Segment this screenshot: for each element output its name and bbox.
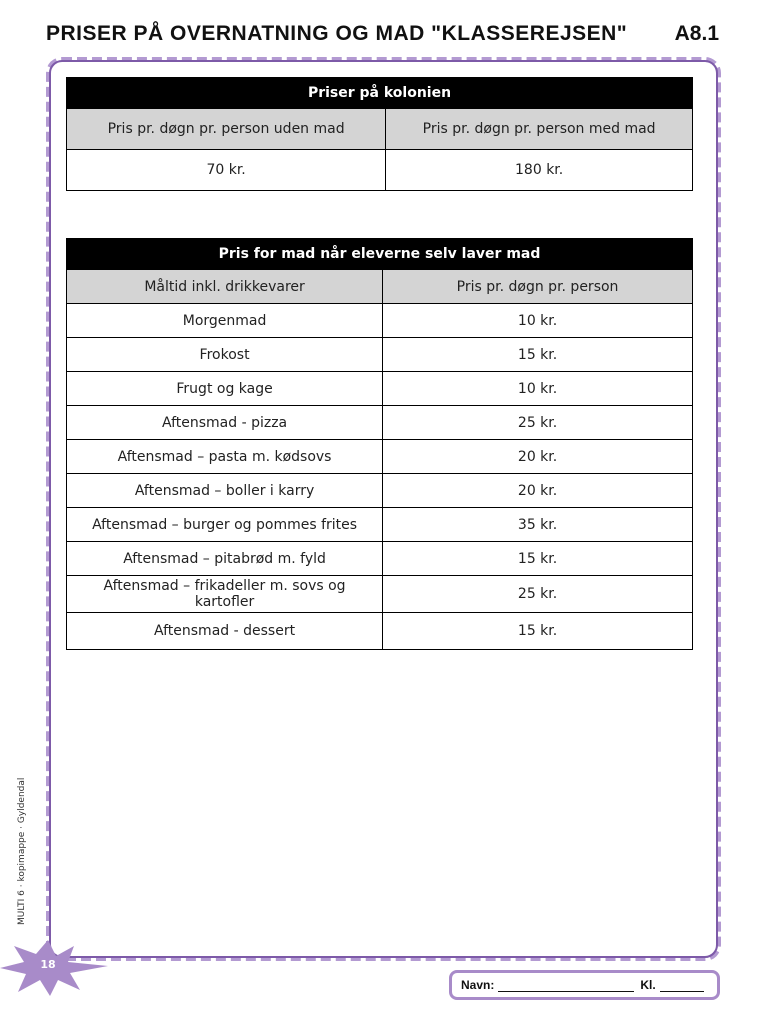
column-header: Pris pr. døgn pr. person med mad xyxy=(386,109,693,150)
table-row xyxy=(67,304,693,338)
page-number: 18 xyxy=(40,958,56,971)
table-caption: Pris for mad når eleverne selv laver mad xyxy=(67,239,693,270)
price-cell: 20 kr. xyxy=(383,440,693,474)
table-row xyxy=(67,440,693,474)
name-class-box xyxy=(449,970,720,1000)
price-cell: 15 kr. xyxy=(383,338,693,372)
price-cell: 10 kr. xyxy=(383,304,693,338)
meal-cell: Aftensmad – boller i karry xyxy=(67,474,383,508)
meal-cell: Aftensmad – pasta m. kødsovs xyxy=(67,440,383,474)
table-row xyxy=(67,613,693,650)
meal-cell: Frugt og kage xyxy=(67,372,383,406)
class-field[interactable] xyxy=(660,979,704,992)
price-cell: 20 kr. xyxy=(383,474,693,508)
publisher-credit: MULTI 6 · kopimappe · Gyldendal xyxy=(17,777,27,925)
table-row xyxy=(67,542,693,576)
column-header: Pris pr. døgn pr. person uden mad xyxy=(67,109,386,150)
price-cell: 35 kr. xyxy=(383,508,693,542)
table-row xyxy=(67,338,693,372)
table-row xyxy=(67,508,693,542)
column-header: Måltid inkl. drikkevarer xyxy=(67,270,383,304)
meal-cell: Aftensmad – burger og pommes frites xyxy=(67,508,383,542)
price-cell: 10 kr. xyxy=(383,372,693,406)
table-row xyxy=(67,372,693,406)
meal-price-table xyxy=(66,238,693,650)
table-cell: 180 kr. xyxy=(386,150,693,191)
meal-cell: Morgenmad xyxy=(67,304,383,338)
table-cell: 70 kr. xyxy=(67,150,386,191)
table-row xyxy=(67,474,693,508)
table-caption: Priser på kolonien xyxy=(67,78,693,109)
price-cell: 25 kr. xyxy=(383,576,693,613)
name-field[interactable] xyxy=(498,979,634,992)
price-cell: 15 kr. xyxy=(383,613,693,650)
price-cell: 25 kr. xyxy=(383,406,693,440)
column-header: Pris pr. døgn pr. person xyxy=(383,270,693,304)
meal-cell: Frokost xyxy=(67,338,383,372)
meal-cell: Aftensmad – pitabrød m. fyld xyxy=(67,542,383,576)
meal-cell: Aftensmad - pizza xyxy=(67,406,383,440)
page-code: A8.1 xyxy=(674,22,719,45)
class-label: Kl. xyxy=(640,978,656,992)
table-row xyxy=(67,576,693,613)
meal-cell: Aftensmad - dessert xyxy=(67,613,383,650)
name-label: Navn: xyxy=(461,978,495,992)
meal-cell: Aftensmad – frikadeller m. sovs og kartofler xyxy=(67,576,383,613)
page-title: PRISER PÅ OVERNATNING OG MAD "KLASSEREJSEN" xyxy=(46,22,628,45)
lodging-price-table xyxy=(66,77,693,191)
price-cell: 15 kr. xyxy=(383,542,693,576)
table-row xyxy=(67,406,693,440)
